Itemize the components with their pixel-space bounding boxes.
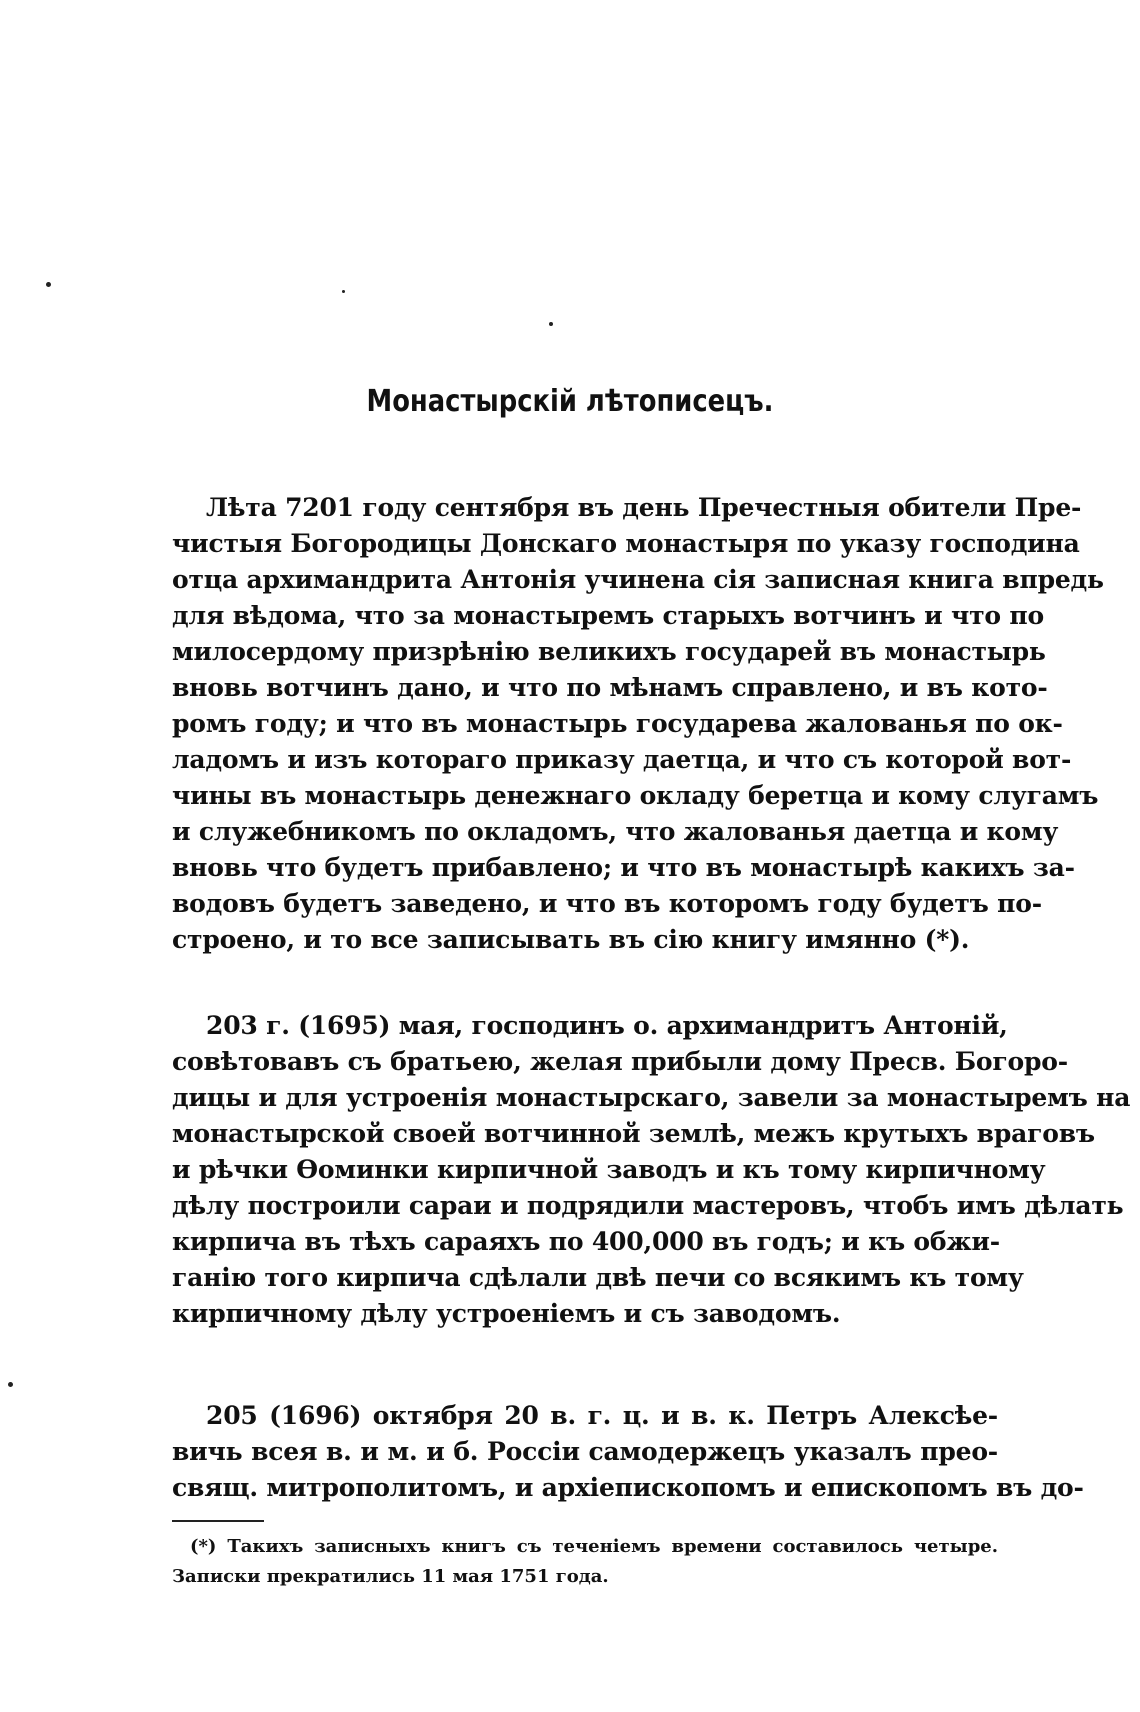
print-speck [549, 322, 553, 326]
text-line: кирпичному дѣлу устроеніемъ и съ заводомъ. [172, 1299, 841, 1328]
footnote-divider [172, 1520, 264, 1522]
text-line: дицы и для устроенія монастырскаго, завели за монастыремъ на [172, 1083, 1131, 1112]
paragraph-2 [172, 1008, 1131, 1332]
text-line: кирпича въ тѣхъ сараяхъ по 400,000 въ годъ; и къ обжи- [172, 1227, 1000, 1256]
print-speck [46, 282, 51, 287]
print-speck [8, 1382, 13, 1387]
text-line: вичь всея в. и м. и б. Россіи самодержецъ указалъ прео- [172, 1437, 998, 1466]
text-line: строено, и то все записывать въ сію книгу имянно (*). [172, 925, 970, 954]
paragraph-1 [172, 490, 1104, 958]
text-line: водовъ будетъ заведено, и что въ которомъ году будетъ по- [172, 889, 1042, 918]
text-line: Лѣта 7201 году сентября въ день Пречестныя обители Пре- [206, 493, 1082, 522]
text-line: ганію того кирпича сдѣлали двѣ печи со всякимъ къ тому [172, 1263, 1024, 1292]
text-line: и служебникомъ по окладомъ, что жалованья даетца и кому [172, 817, 1059, 846]
text-line: вновь вотчинъ дано, и что по мѣнамъ справлено, и въ кото- [172, 673, 1048, 702]
text-line: для вѣдома, что за монастыремъ старыхъ вотчинъ и что по [172, 601, 1044, 630]
text-line: и рѣчки Ѳоминки кирпичной заводъ и къ тому кирпичному [172, 1155, 1046, 1184]
text-line: вновь что будетъ прибавлено; и что въ монастырѣ какихъ за- [172, 853, 1075, 882]
footnote [172, 1532, 998, 1592]
text-line: ромъ году; и что въ монастырь государева жалованья по ок- [172, 709, 1063, 738]
print-speck [342, 290, 345, 293]
footnote-line: Записки прекратились 11 мая 1751 года. [172, 1566, 609, 1587]
text-line: милосердому призрѣнію великихъ государей въ монастырь [172, 637, 1046, 666]
text-line: чины въ монастырь денежнаго окладу беретца и кому слугамъ [172, 781, 1099, 810]
text-line: 205 (1696) октября 20 в. г. ц. и в. к. Петръ Алексѣе- [206, 1401, 998, 1430]
paragraph-3 [172, 1398, 1084, 1506]
text-line: свящ. митрополитомъ, и архіепископомъ и епископомъ въ до- [172, 1473, 1084, 1502]
text-line: монастырской своей вотчинной землѣ, межъ крутыхъ враговъ [172, 1119, 1095, 1148]
text-line: ладомъ и изъ котораго приказу даетца, и что съ которой вот- [172, 745, 1072, 774]
text-line: дѣлу построили сараи и подрядили мастеровъ, чтобъ имъ дѣлать [172, 1191, 1124, 1220]
text-line: отца архимандрита Антонія учинена сія записная книга впредь [172, 565, 1104, 594]
text-line: 203 г. (1695) мая, господинъ о. архимандритъ Антоній, [206, 1011, 1008, 1040]
text-line: чистыя Богородицы Донскаго монастыря по указу господина [172, 529, 1080, 558]
page-title: Монастырскій лѣтописецъ. [366, 384, 774, 419]
footnote-line: (*) Такихъ записныхъ книгъ съ теченіемъ времени составилось четыре. [190, 1536, 998, 1557]
text-line: совѣтовавъ съ братьею, желая прибыли дому Пресв. Богоро- [172, 1047, 1068, 1076]
